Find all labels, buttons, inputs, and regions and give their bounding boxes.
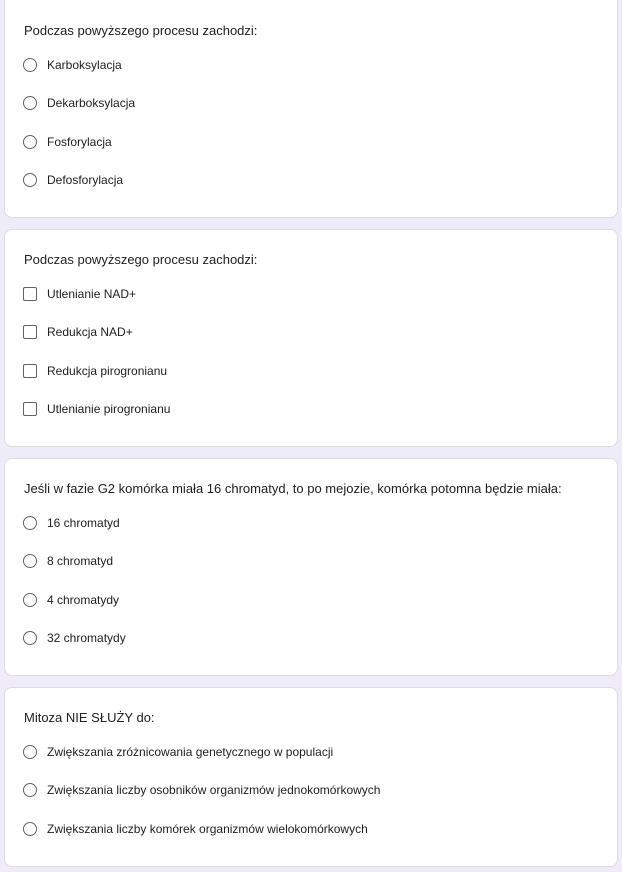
option-4-chromatydy[interactable] (23, 590, 119, 610)
option-zroznicowanie-genetyczne[interactable] (23, 742, 333, 762)
question-card-4 (4, 687, 618, 867)
radio-button[interactable] (23, 554, 37, 568)
checkbox[interactable] (23, 325, 37, 339)
checkbox[interactable] (23, 402, 37, 416)
option-label: Zwiększania liczby komórek organizmów wielokomórkowych (47, 822, 368, 836)
radio-button[interactable] (23, 783, 37, 797)
option-label: Utlenianie NAD+ (47, 287, 137, 301)
question-card-3 (4, 458, 618, 676)
checkbox[interactable] (23, 364, 37, 378)
option-label: Fosforylacja (47, 135, 112, 149)
option-label: 32 chromatydy (47, 631, 126, 645)
radio-button[interactable] (23, 135, 37, 149)
question-card-1 (4, 0, 618, 218)
option-label: Dekarboksylacja (47, 96, 136, 110)
checkbox[interactable] (23, 287, 37, 301)
question-title: Jeśli w fazie G2 komórka miała 16 chromatyd, to po mejozie, komórka potomna będzie miała: (24, 481, 562, 496)
question-title: Podczas powyższego procesu zachodzi: (24, 23, 258, 38)
option-label: 8 chromatyd (47, 554, 114, 568)
option-dekarboksylacja[interactable] (23, 93, 135, 113)
question-card-2 (4, 229, 618, 447)
option-label: Redukcja pirogronianu (47, 364, 168, 378)
option-fosforylacja[interactable] (23, 132, 112, 152)
radio-button[interactable] (23, 58, 37, 72)
option-8-chromatyd[interactable] (23, 551, 113, 571)
radio-button[interactable] (23, 516, 37, 530)
option-karboksylacja[interactable] (23, 55, 122, 75)
radio-button[interactable] (23, 822, 37, 836)
option-label: 16 chromatyd (47, 516, 120, 530)
option-16-chromatyd[interactable] (23, 513, 120, 533)
option-redukcja-pirogronianu[interactable] (23, 361, 167, 381)
option-label: Zwiększania liczby osobników organizmów jednokomórkowych (47, 783, 381, 797)
option-label: Zwiększania zróżnicowania genetycznego w populacji (47, 745, 334, 759)
radio-button[interactable] (23, 745, 37, 759)
option-label: Defosforylacja (47, 173, 124, 187)
option-organizmy-wielokomorkowe[interactable] (23, 819, 368, 839)
question-title: Mitoza NIE SŁUŻY do: (24, 710, 155, 725)
radio-button[interactable] (23, 173, 37, 187)
option-redukcja-nad[interactable] (23, 322, 133, 342)
option-label: Redukcja NAD+ (47, 325, 133, 339)
option-organizmy-jednokomorkowe[interactable] (23, 780, 380, 800)
option-label: Karboksylacja (47, 58, 122, 72)
radio-button[interactable] (23, 96, 37, 110)
option-utlenianie-nad[interactable] (23, 284, 136, 304)
option-32-chromatydy[interactable] (23, 628, 126, 648)
question-title: Podczas powyższego procesu zachodzi: (24, 252, 258, 267)
option-utlenianie-pirogronianu[interactable] (23, 399, 170, 419)
option-label: Utlenianie pirogronianu (47, 402, 171, 416)
option-label: 4 chromatydy (47, 593, 120, 607)
option-defosforylacja[interactable] (23, 170, 123, 190)
radio-button[interactable] (23, 631, 37, 645)
radio-button[interactable] (23, 593, 37, 607)
